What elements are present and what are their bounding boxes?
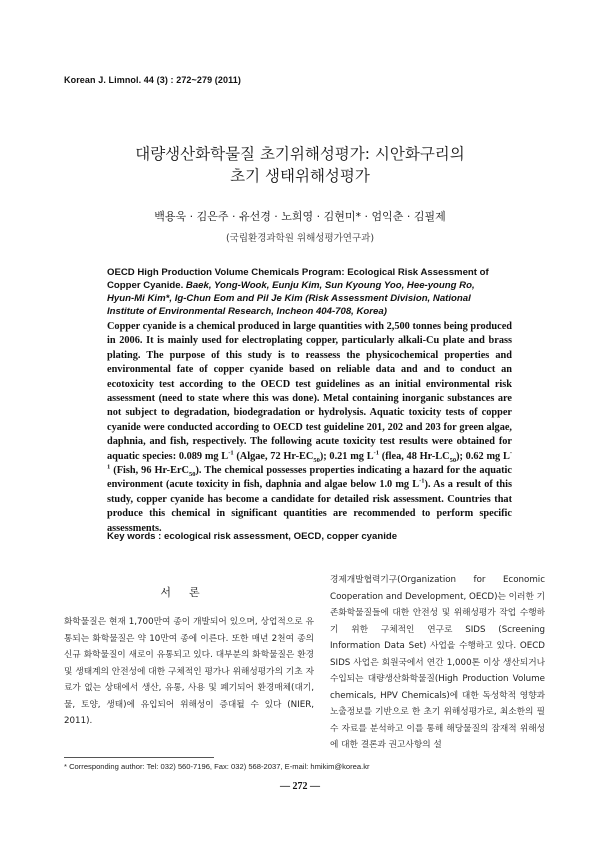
abstract-text: (flea, 48 Hr-LC [379, 450, 450, 462]
abstract-text: (Fish, 96 Hr-ErC [110, 465, 189, 477]
english-title-block [107, 266, 501, 318]
english-title: OECD High Production Volume Chemicals Program: Ecological Risk Assessment of Copper Cyanide. [107, 267, 489, 291]
abstract-text: ). As a result of this study, copper cyanide has become a candidate for detailed risk assessment. Countries that produce this chemical in significant quantities are recommended to perform specific assessments. [107, 479, 512, 534]
abstract-text: ); 0.62 mg L [456, 450, 510, 462]
keywords: Key words : ecological risk assessment, OECD, copper cyanide [107, 531, 398, 542]
english-authors: Baek, Yong-Wook, Eunju Kim, Sun Kyoung Yoo, Hee-young Ro, Hyun-Mi Kim*, Ig-Chun Eom and Pil Je Kim (Risk Assessment Division, National Institute of Environmental Research, Incheon 404-708, Korea) [107, 280, 475, 317]
left-column-text: 화학물질은 현재 1,700만여 종이 개발되어 있으며, 상업적으로 유통되는 화학물질은 약 10만여 종에 이른다. 또한 매년 2천여 종의 신규 화학물질이 새로이 유통되고 있다. 대부분의 화학물질은 환경 및 생태계의 안전성에 대한 구체적인 평가나 위해성평가의 기초 자료가 없는 상태에서 생산, 유통, 사용 및 폐기되어 환경매체(대기, 물, 토양, 생태)에 유입되어 위해성이 증대될 수 있다 (NIER, 2011). [64, 617, 314, 726]
page-number: — 272 — [280, 781, 320, 792]
title-line-1: 대량생산화학물질 초기위해성평가: 시안화구리의 [135, 145, 465, 163]
abstract-sub: 50 [449, 456, 457, 464]
abstract-text: ); 0.21 mg L [319, 450, 374, 462]
korean-title [60, 143, 540, 187]
abstract-text: Copper cyanide is a chemical produced in large quantities with 2,500 tonnes being produced in 2006. It is mainly used for electroplating copper, particularly alkali-Cu plate and brass plating. The purpose of this study is to reassess the physicochemical properties and environmental fate of copper cyanide based on reliable data and and to conduct an ecotoxicity test according to the OECD test guidelines as an initial environmental risk assessment (need to state where this was done). Metal containing inorganic substances are not subject to degradation, biodegradation or hydrolysis. Aquatic toxicity tests of copper cyanide were conducted according to OECD test guideline 201, 202 and 203 for green algae, daphnia, and fish, respectively. The following acute toxicity test results were obtained for aquatic species: 0.089 mg L [107, 321, 512, 462]
footnote-divider [64, 757, 214, 758]
abstract [107, 320, 512, 536]
right-column-text: 경제개발협력기구(Organization for Economic Cooperation and Development, OECD)는 이러한 기존화학물질들에 대한 안전성 및 위해성평가 작업 수행하기 위한 구체적인 연구로 SIDS (Screening Information Data Set) 사업을 수행하고 있다. OECD SIDS 사업은 회원국에서 연간 1,000톤 이상 생산되거나 수입되는 대량생산화학물질(High Production Volume chemicals, HPV Chemicals)에 대한 독성학적 영향과 노출정보를 기반으로 한 초기 위해성평가로, 최소한의 필수 자료를 분석하고 이를 통해 해당물질의 잠재적 위해성에 대한 결론과 권고사항의 설 [330, 575, 545, 750]
abstract-text: ). The chemical possesses properties indicating a hazard for the aquatic environment (acute toxicity in fish, daphnia and algae below 1.0 mg L [107, 465, 512, 491]
journal-citation: Korean J. Limnol. 44 (3) : 272~279 (2011) [64, 75, 241, 85]
korean-affiliation: (국립환경과학원 위해성평가연구과) [225, 233, 375, 244]
abstract-sup: -1 [373, 449, 380, 457]
title-line-2: 초기 생태위해성평가 [230, 167, 370, 185]
abstract-sup: -1 [228, 449, 234, 457]
section-heading: 서론 [160, 586, 218, 599]
abstract-sup: -1 [107, 449, 513, 471]
abstract-sub: 50 [313, 456, 320, 464]
abstract-sub: 50 [189, 471, 196, 479]
korean-authors: 백용욱 · 김은주 · 유선경 · 노희영 · 김현미* · 엄익춘 · 김필제 [154, 210, 446, 223]
footnote: * Corresponding author: Tel: 032) 560-7196, Fax: 032) 568-2037, E-mail: hmikim@korea.kr [64, 762, 370, 771]
abstract-text: (Algae, 72 Hr-EC [233, 450, 314, 462]
abstract-sup: -1 [419, 478, 425, 486]
